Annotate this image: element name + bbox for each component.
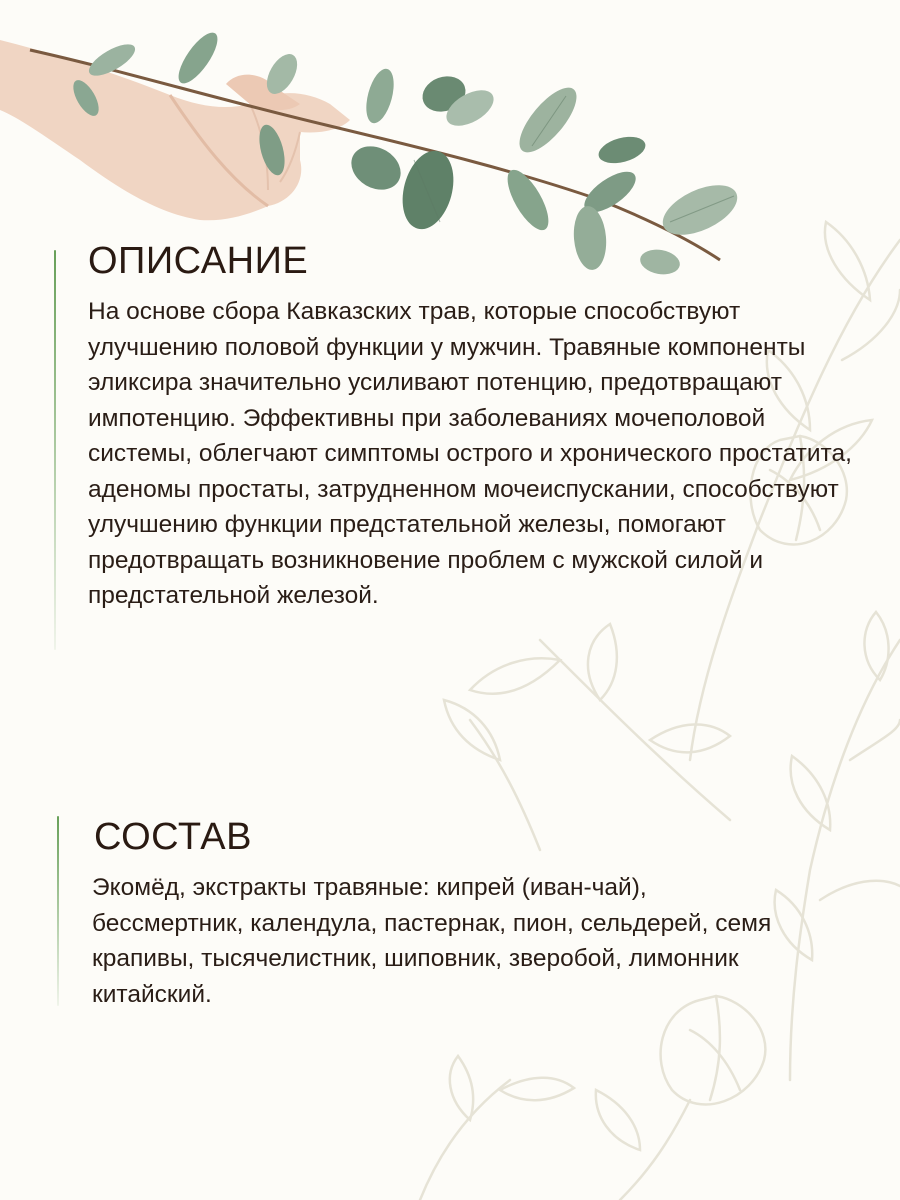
composition-accent-line — [57, 816, 59, 1006]
composition-heading: СОСТАВ — [94, 816, 252, 858]
description-text: На основе сбора Кавказских трав, которые способствуют улучшению половой функции у мужчин. Травяные компоненты эликсира значительно усиливают потенцию, предотвращают импотенцию. Эффективны при заболеваниях мочеполовой системы, облегчают симптомы острого и хронического простатита, аденомы простаты, затрудненном мочеиспускании, способствуют улучшению функции предстательной железы, помогают предотвращать возникновение проблем с мужской силой и предстательной железой. — [88, 298, 852, 609]
description-heading: ОПИСАНИЕ — [88, 240, 309, 282]
description-accent-line — [54, 250, 56, 650]
composition-text: Экомёд, экстракты травяные: кипрей (иван-чай), бессмертник, календула, пастернак, пион, сельдерей, семя крапивы, тысячелистник, шиповник, зверобой, лимонник китайский. — [92, 874, 772, 1008]
